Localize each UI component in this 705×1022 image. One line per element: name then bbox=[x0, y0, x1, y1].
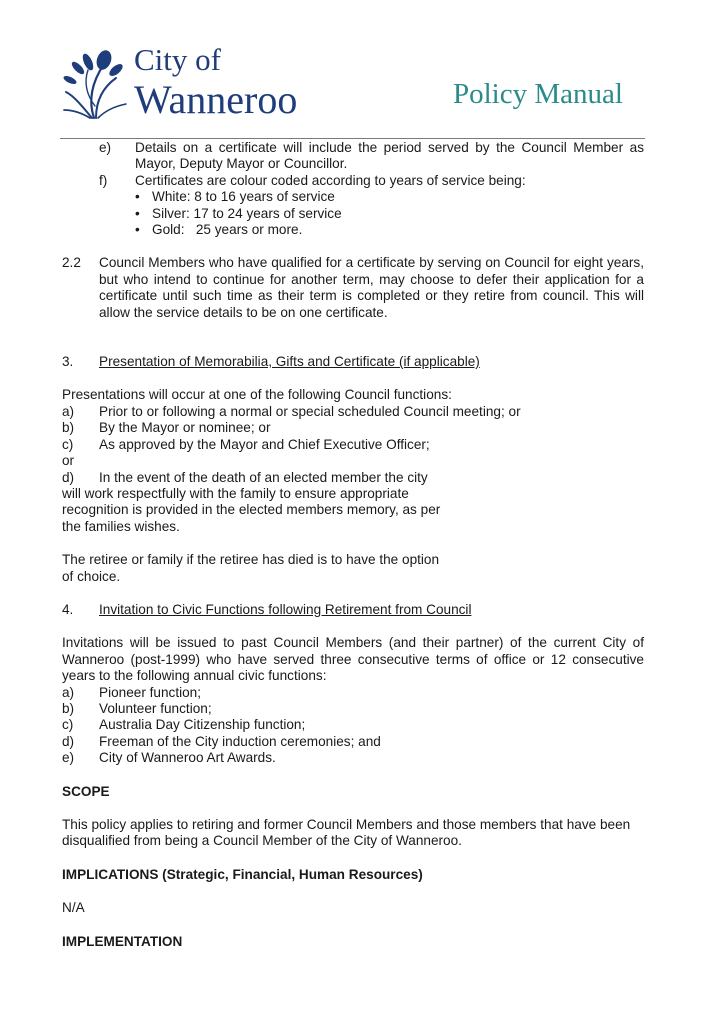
section-4-heading bbox=[62, 602, 644, 618]
list-item-label: c) bbox=[62, 717, 74, 733]
section-3-intro: Presentations will occur at one of the following Council functions: bbox=[62, 387, 452, 403]
list-item-label: d) bbox=[62, 469, 75, 485]
list-item-label: d) bbox=[62, 733, 75, 749]
list-item bbox=[62, 437, 644, 453]
list-item bbox=[62, 404, 644, 420]
bullet-icon: • bbox=[135, 189, 140, 205]
or-text: or bbox=[62, 453, 75, 469]
policy-manual-title: Policy Manual bbox=[453, 78, 623, 110]
list-item bbox=[62, 685, 644, 701]
document-body bbox=[62, 140, 644, 950]
logo-city-text: City of bbox=[134, 42, 221, 77]
bullet-icon: • bbox=[135, 205, 140, 221]
banksia-flower-logo-icon bbox=[62, 48, 128, 120]
bullet-icon: • bbox=[135, 222, 140, 238]
list-item-text: As approved by the Mayor and Chief Executive Officer; bbox=[99, 436, 430, 452]
list-item bbox=[62, 701, 644, 717]
section-title: Presentation of Memorabilia, Gifts and Certificate (if applicable) bbox=[99, 354, 480, 370]
implications-text: N/A bbox=[62, 900, 85, 916]
bullet-text: Gold: 25 years or more. bbox=[152, 222, 303, 238]
list-item-label: e) bbox=[62, 750, 75, 766]
section-number: 4. bbox=[62, 601, 74, 617]
list-item-label: c) bbox=[62, 436, 74, 452]
list-item-label: f) bbox=[99, 172, 108, 188]
item-list-ef bbox=[99, 140, 644, 189]
list-item bbox=[62, 470, 644, 486]
logo-wanneroo-text: Wanneroo bbox=[134, 77, 298, 122]
section-title: Invitation to Civic Functions following Retirement from Council bbox=[99, 601, 472, 617]
header-divider bbox=[60, 138, 645, 139]
list-item bbox=[99, 140, 644, 173]
list-item bbox=[62, 734, 644, 750]
list-item-text: City of Wanneroo Art Awards. bbox=[99, 750, 276, 766]
list-item-text: Prior to or following a normal or special scheduled Council meeting; or bbox=[99, 403, 521, 419]
list-item-text: Details on a certificate will include the period served by the Council Member as Mayor, Deputy Mayor or Councillor. bbox=[135, 140, 644, 172]
section-4-intro: Invitations will be issued to past Council Members (and their partner) of the current City of Wanneroo (post-1999) who have served three consecutive terms of office or 12 consecutive years to the following annual civic functions: bbox=[62, 635, 644, 684]
retiree-choice-text: The retiree or family if the retiree has died is to have the option of choice. bbox=[62, 552, 440, 584]
scope-heading: SCOPE bbox=[62, 783, 110, 799]
implementation-heading: IMPLEMENTATION bbox=[62, 933, 183, 949]
list-item-text: Volunteer function; bbox=[99, 700, 212, 716]
page-header bbox=[0, 0, 705, 140]
list-item-text: By the Mayor or nominee; or bbox=[99, 420, 271, 436]
implications-heading: IMPLICATIONS (Strategic, Financial, Human Resources) bbox=[62, 866, 423, 882]
bullet-item bbox=[135, 206, 644, 222]
section-number: 2.2 bbox=[62, 255, 81, 271]
list-item-text: In the event of the death of an elected member the city bbox=[99, 469, 428, 485]
bullet-text: Silver: 17 to 24 years of service bbox=[152, 205, 342, 221]
list-item bbox=[99, 173, 644, 189]
list-item-label: a) bbox=[62, 684, 75, 700]
section-2-2 bbox=[62, 255, 644, 321]
section-text: Council Members who have qualified for a certificate by serving on Council for eight years, but who intend to continue for another term, may choose to defer their application for a certificate until such time as their term is completed or they retire from council. This will allow the service details to be on one certificate. bbox=[99, 255, 644, 320]
list-item bbox=[62, 717, 644, 733]
list-item-label: b) bbox=[62, 420, 75, 436]
list-item-label: a) bbox=[62, 403, 75, 419]
certificate-colour-list bbox=[135, 189, 644, 238]
list-item-text: Freeman of the City induction ceremonies; and bbox=[99, 733, 381, 749]
section-3-heading bbox=[62, 354, 644, 370]
list-item-continuation: will work respectfully with the family to ensure appropriate recognition is provided in the elected members memory, as per the families wishes. bbox=[62, 485, 441, 534]
list-item-label: e) bbox=[99, 140, 112, 155]
list-item bbox=[62, 750, 644, 766]
list-item-label: b) bbox=[62, 700, 75, 716]
bullet-item bbox=[135, 189, 644, 205]
list-item-text: Certificates are colour coded according to years of service being: bbox=[135, 172, 526, 188]
bullet-item bbox=[135, 222, 644, 238]
bullet-text: White: 8 to 16 years of service bbox=[152, 189, 335, 205]
list-item-text: Pioneer function; bbox=[99, 684, 202, 700]
section-number: 3. bbox=[62, 354, 74, 370]
list-item-text: Australia Day Citizenship function; bbox=[99, 717, 306, 733]
scope-text: This policy applies to retiring and former Council Members and those members that have been disqualified from being a Council Member of the City of Wanneroo. bbox=[62, 817, 631, 849]
list-item bbox=[62, 420, 644, 436]
